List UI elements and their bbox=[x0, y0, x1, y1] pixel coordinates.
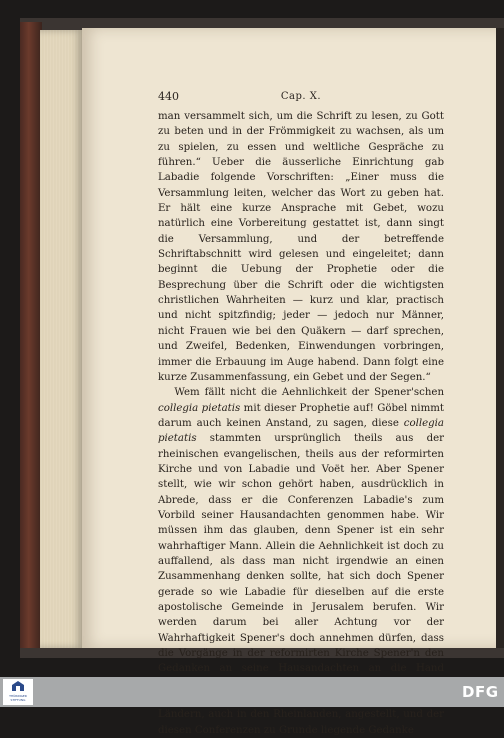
library-logo-caption bbox=[3, 694, 33, 702]
paragraph-1-text: man versammelt sich, um die Schrift zu lesen, zu Gott zu beten und in der Frömmigkeit zu wachsen, als um zu spielen, zu essen und weltliche Gespräche zu führen.“ Ueber die äusserliche Einrichtung gab Labadie folgende Vorschriften: „Einer muss die Versammlung leiten, welcher das Wort zu geben hat. Er hält eine kurze Ansprache mit Gebet, wozu natürlich eine Vorbereitung gestattet ist, dann singt die Versammlung, und der betreffende Schriftabschnitt wird gelesen und eingeleitet; dann beginnt die Uebung der Prophetie oder die Besprechung über die Schrift oder die wichtigsten christlichen Wahrheiten — kurz und klar, practisch und nicht spitzfindig; jeder — jedoch nur Männer, nicht Frauen wie bei den Quäkern — darf sprechen, und Zweifel, Bedenken, Einwendungen vorbringen, immer die Erbauung im Auge habend. Dann folgt eine kurze Zusammenfassung, ein Gebet und der Segen.“ bbox=[158, 111, 444, 383]
page-body-text bbox=[158, 109, 444, 738]
paragraph-2-italic-b: collegia pietatis bbox=[158, 417, 444, 445]
running-head: Cap. X. bbox=[280, 91, 322, 102]
page-right-shadow bbox=[496, 28, 504, 648]
logo-caption-line-2: STIFTUNG bbox=[10, 698, 26, 702]
paragraph-2-italic-a: collegia pietatis bbox=[158, 402, 241, 414]
book-cover-edge bbox=[20, 22, 42, 648]
paragraph-2-text-a: Wem fällt nicht die Aehnlichkeit der Spener'schen bbox=[174, 387, 444, 399]
page-header bbox=[158, 90, 444, 106]
viewer-footer-bar bbox=[0, 677, 504, 707]
paragraph-2-text-b: mit dieser Prophetie auf! Göbel nimmt darum auch keinen Anstand, zu sagen, diese bbox=[158, 402, 444, 429]
dfg-logo[interactable]: DFG bbox=[462, 683, 499, 701]
page-number: 440 bbox=[158, 90, 179, 103]
page-stack-edges bbox=[40, 30, 84, 648]
paragraph-1 bbox=[158, 109, 444, 385]
logo-caption-line-1: THÜRINGER bbox=[9, 694, 27, 698]
library-crest-icon bbox=[10, 680, 26, 692]
paragraph-2-text-c: stammten ursprünglich theils aus der rheinischen evangelischen, theils aus der reformirten Kirche und von Labadie und Voët her. Aber Spener stellt, wie wir schon gehört haben, ausdrücklich in Abrede, dass er die Conferenzen Labadie's zum Vorbild seiner Hausandachten genommen habe. Wir müssen ihm das glauben, denn Spener ist ein sehr wahrhaftiger Mann. Allein die Aehnlichkeit ist doch zu auffallend, als dass man nicht irgendwie an einen Zusammenhang denken sollte, hat sich doch Spener gerade so wie Labadie für dieselben auf die erste apostolische Gemeinde in Jerusalem berufen. Wir werden darum bei aller Achtung vor der Wahrhaftigkeit Spener's doch annehmen dürfen, dass die Vorgänge in der reformirten Kirche Spener'n den Gedanken an seine Hausandachten an die Hand Ländern, auch in den Rheinlanden, angestellt, und der diesen Conferenzen zu Grunde liegende Gedanke bbox=[158, 433, 444, 736]
